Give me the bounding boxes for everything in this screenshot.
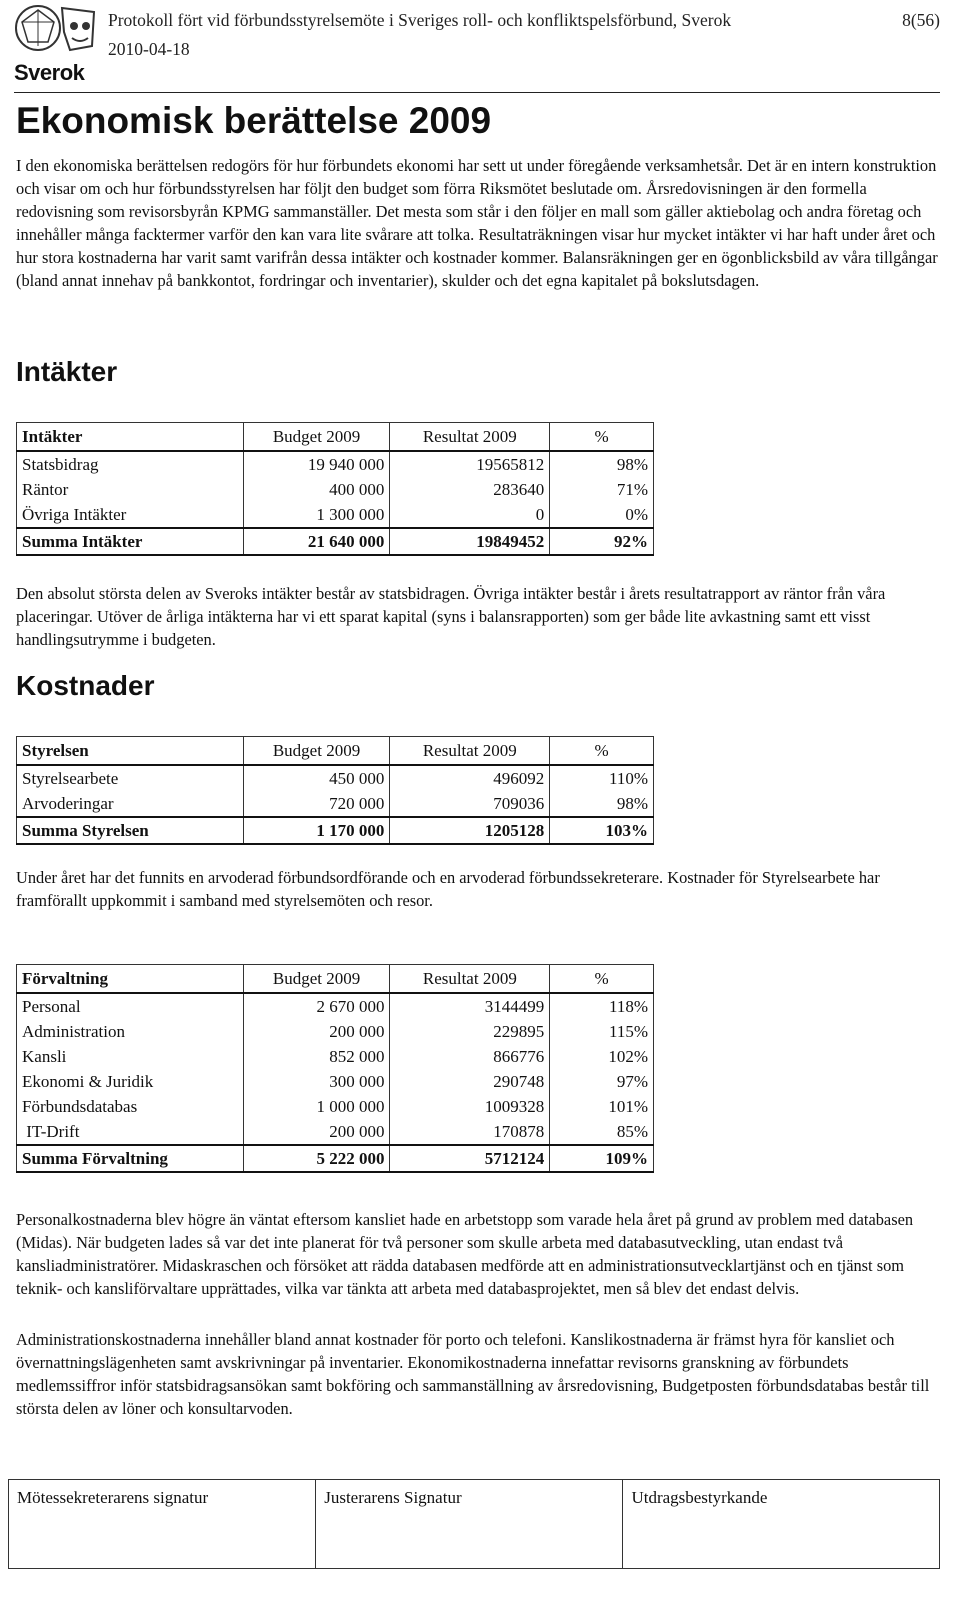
income-paragraph: Den absolut största delen av Sveroks intäkter består av statsbidragen. Övriga intäkter består i årets resultatrapport av räntor från våra placeringar. Utöver de årliga intäkterna har vi ett sparat kapital (syns i balansrapporten) som ger både lite avkastning samt ett visst handlingsutrymme i budgeten. (16, 584, 886, 649)
column-header: % (550, 965, 654, 994)
percent-cell: 109% (550, 1145, 654, 1172)
budget-cell: 852 000 (243, 1044, 390, 1069)
table-row (17, 1094, 654, 1119)
table-row (17, 1044, 654, 1069)
budget-cell: 200 000 (243, 1119, 390, 1145)
column-header: Resultat 2009 (390, 965, 550, 994)
result-cell: 709036 (390, 791, 550, 817)
table-row (17, 451, 654, 477)
result-cell: 170878 (390, 1119, 550, 1145)
percent-cell: 0% (550, 502, 654, 528)
row-label: Arvoderingar (17, 791, 244, 817)
percent-cell: 101% (550, 1094, 654, 1119)
row-label: Summa Styrelsen (17, 817, 244, 844)
budget-cell: 2 670 000 (243, 993, 390, 1019)
income-table (16, 422, 654, 556)
row-label: Statsbidrag (17, 451, 244, 477)
percent-cell: 115% (550, 1019, 654, 1044)
budget-cell: 1 170 000 (243, 817, 390, 844)
page-header (0, 0, 960, 96)
total-row (17, 1145, 654, 1172)
document-date: 2010-04-18 (108, 39, 190, 59)
column-header: Resultat 2009 (390, 737, 550, 766)
column-header: Budget 2009 (243, 737, 390, 766)
row-label: Ekonomi & Juridik (17, 1069, 244, 1094)
total-row (17, 528, 654, 555)
budget-cell: 200 000 (243, 1019, 390, 1044)
table-row (17, 477, 654, 502)
table-row (17, 1019, 654, 1044)
percent-cell: 110% (550, 765, 654, 791)
percent-cell: 98% (550, 451, 654, 477)
page-title: Ekonomisk berättelse 2009 (16, 100, 492, 141)
column-header: Intäkter (17, 423, 244, 452)
income-heading: Intäkter (16, 356, 118, 387)
signature-box-certification: Utdragsbestyrkande (623, 1480, 940, 1569)
column-header: % (550, 423, 654, 452)
signature-box-adjuster: Justerarens Signatur (316, 1480, 623, 1569)
result-cell: 496092 (390, 765, 550, 791)
total-row (17, 817, 654, 844)
budget-cell: 720 000 (243, 791, 390, 817)
row-label: Summa Förvaltning (17, 1145, 244, 1172)
result-cell: 866776 (390, 1044, 550, 1069)
column-header: Förvaltning (17, 965, 244, 994)
result-cell: 5712124 (390, 1145, 550, 1172)
intro-paragraph: I den ekonomiska berättelsen redogörs för hur förbundets ekonomi har sett ut under föregående verksamhetsår. Det är en intern konstruktion och visar om och hur förbundsstyrelsen har följt den budget som förra Riksmötet beslutade om. Årsredovisningen är den formella redovisning som revisorsbyrån KPMG sammanställer. Det mesta som står i den följer en mall som gäller aktiebolag och andra företag och innehåller många facktermer varför den kan vara lite svårare att tolka. Resultaträkningen visar hur mycket intäkter vi har haft under året och hur stora kostnaderna har varit samt varifrån dessa intäkter och kostnader kommer. Balansräkningen ger en ögonblicksbild av våra tillgångar (bland annat innehav på bankkontot, fordringar och inventarier), skulder och det egna kapitalet på bokslutsdagen. (16, 156, 938, 290)
result-cell: 3144499 (390, 993, 550, 1019)
row-label: Övriga Intäkter (17, 502, 244, 528)
row-label: Summa Intäkter (17, 528, 244, 555)
table-row (17, 502, 654, 528)
result-cell: 290748 (390, 1069, 550, 1094)
row-label: Administration (17, 1019, 244, 1044)
table-header-row (17, 737, 654, 766)
result-cell: 19849452 (390, 528, 550, 555)
result-cell: 229895 (390, 1019, 550, 1044)
table-header-row (17, 423, 654, 452)
budget-cell: 1 300 000 (243, 502, 390, 528)
budget-cell: 400 000 (243, 477, 390, 502)
budget-cell: 450 000 (243, 765, 390, 791)
signature-box-secretary: Mötessekreterarens signatur (9, 1480, 316, 1569)
logo-text: Sverok (14, 60, 85, 85)
costs-heading: Kostnader (16, 670, 155, 701)
budget-cell: 5 222 000 (243, 1145, 390, 1172)
budget-cell: 19 940 000 (243, 451, 390, 477)
row-label: Styrelsearbete (17, 765, 244, 791)
percent-cell: 85% (550, 1119, 654, 1145)
signature-table (8, 1479, 940, 1569)
table-row (17, 765, 654, 791)
board-costs-paragraph: Under året har det funnits en arvoderad förbundsordförande och en arvoderad förbundssekreterare. Kostnader för Styrelsearbete har framförallt uppkommit i samband med styrelsemöten och resor. (16, 868, 880, 910)
percent-cell: 92% (550, 528, 654, 555)
column-header: Resultat 2009 (390, 423, 550, 452)
percent-cell: 97% (550, 1069, 654, 1094)
admin-costs-table (16, 964, 654, 1173)
table-row (17, 993, 654, 1019)
result-cell: 19565812 (390, 451, 550, 477)
percent-cell: 118% (550, 993, 654, 1019)
budget-cell: 1 000 000 (243, 1094, 390, 1119)
row-label: Kansli (17, 1044, 244, 1069)
document-title: Protokoll fört vid förbundsstyrelsemöte i Sveriges roll- och konfliktspelsförbund, Sverok (108, 10, 732, 30)
table-row (17, 1119, 654, 1145)
row-label: IT-Drift (17, 1119, 244, 1145)
budget-cell: 21 640 000 (243, 528, 390, 555)
row-label: Förbundsdatabas (17, 1094, 244, 1119)
table-row (17, 1069, 654, 1094)
percent-cell: 98% (550, 791, 654, 817)
result-cell: 1205128 (390, 817, 550, 844)
column-header: Budget 2009 (243, 965, 390, 994)
result-cell: 0 (390, 502, 550, 528)
table-header-row (17, 965, 654, 994)
percent-cell: 102% (550, 1044, 654, 1069)
percent-cell: 103% (550, 817, 654, 844)
header-divider (14, 92, 940, 93)
page-number: 8(56) (902, 10, 940, 30)
board-costs-table (16, 736, 654, 845)
column-header: Styrelsen (17, 737, 244, 766)
result-cell: 283640 (390, 477, 550, 502)
percent-cell: 71% (550, 477, 654, 502)
column-header: Budget 2009 (243, 423, 390, 452)
row-label: Personal (17, 993, 244, 1019)
row-label: Räntor (17, 477, 244, 502)
result-cell: 1009328 (390, 1094, 550, 1119)
budget-cell: 300 000 (243, 1069, 390, 1094)
administration-paragraph: Administrationskostnaderna innehåller bland annat kostnader för porto och telefoni. Kanslikostnaderna är främst hyra för kansliet och övernattningslägenheten samt avskrivningar på inventarier. Ekonomikostnaderna innefattar revisorns granskning av förbundets medlemssiffror inför statsbidragsansökan samt bokföring och sammanställning av årsredovisning, Budgetposten förbundsdatabas består till största delen av löner och konsultarvoden. (16, 1330, 930, 1418)
column-header: % (550, 737, 654, 766)
table-row (17, 791, 654, 817)
personnel-paragraph: Personalkostnaderna blev högre än väntat eftersom kansliet hade en arbetstopp som varade hela året på grund av problem med databasen (Midas). När budgeten lades så var det inte planerat för två personer som skulle arbeta med databasutveckling, utan endast två kansliadministratörer. Midaskraschen och försöket att rädda databasen medförde att en administrationsutvecklartjänst och en tjänst som teknik- och kansliförvaltare upprättades, vilka var tänkta att arbeta med databasprojektet, men så blev det endast delvis. (16, 1210, 914, 1298)
